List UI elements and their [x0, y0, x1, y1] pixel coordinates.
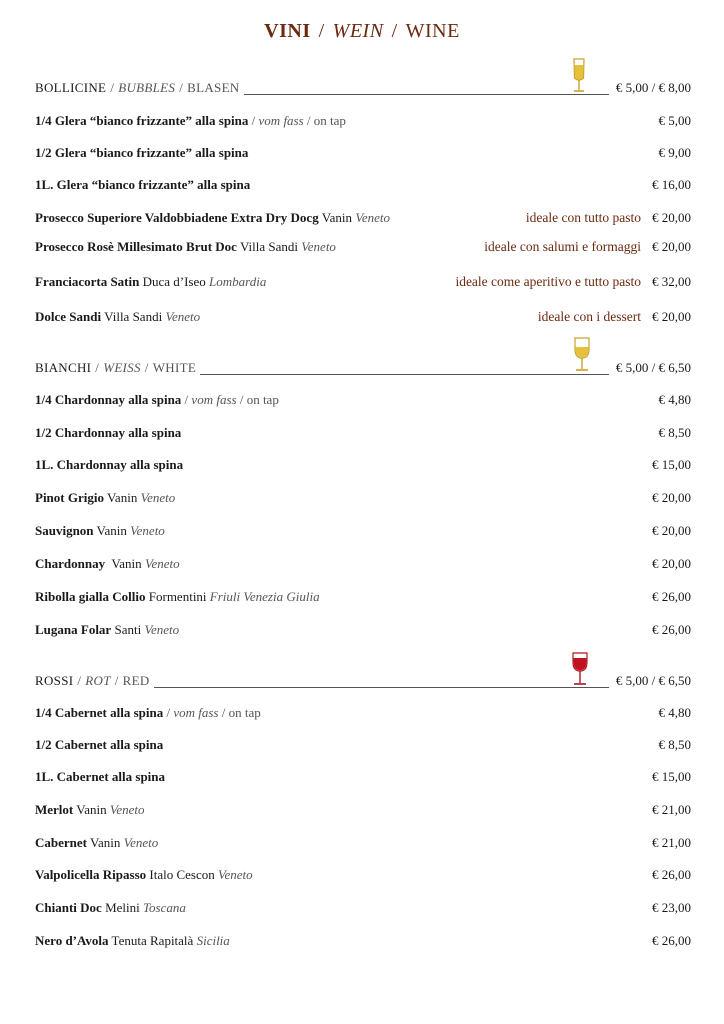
item-name: Dolce Sandi: [35, 309, 102, 324]
section-title-red: ROSSI / ROT / RED: [35, 673, 154, 689]
title-german: WEIN: [332, 20, 384, 42]
item-region: Veneto: [165, 309, 201, 324]
item-price: € 9,00: [658, 145, 691, 160]
item-name: 1/2 Glera “bianco frizzante” alla spina: [35, 145, 249, 160]
item-price: € 5,00: [658, 113, 691, 128]
item-name: Nero d’Avola: [35, 933, 109, 948]
item-price: € 32,00: [652, 274, 691, 289]
section-header-bubbles: [35, 76, 691, 96]
item-producer: Vanin: [73, 802, 110, 817]
item-region: Veneto: [130, 523, 165, 538]
list-item: [35, 425, 691, 441]
item-note-separator: /: [303, 113, 314, 128]
item-name: Pinot Grigio: [35, 490, 104, 505]
item-region: Toscana: [142, 900, 186, 915]
section-title-de: BUBBLES: [118, 80, 176, 95]
item-region: Veneto: [217, 867, 253, 882]
item-price: € 21,00: [652, 802, 691, 817]
item-pairing: ideale con i dessert: [537, 309, 641, 324]
item-note-separator: /: [248, 113, 259, 128]
list-item: [35, 867, 691, 883]
list-item: [35, 274, 691, 290]
item-name: 1L. Glera “bianco frizzante” alla spina: [35, 177, 251, 192]
item-name: Lugana Folar: [35, 622, 112, 637]
section-title-en: BLASEN: [187, 80, 240, 95]
item-price: € 16,00: [652, 177, 691, 192]
item-price: € 26,00: [652, 622, 691, 637]
item-price: € 20,00: [652, 239, 691, 254]
item-name: 1/4 Cabernet alla spina: [35, 705, 164, 720]
list-item: [35, 769, 691, 785]
list-item: [35, 737, 691, 753]
item-region: Veneto: [144, 556, 180, 571]
item-price: € 20,00: [652, 210, 691, 225]
item-note-separator: /: [218, 705, 229, 720]
section-title-en: RED: [122, 673, 150, 688]
item-producer: Vanin: [318, 210, 356, 225]
item-price: € 20,00: [652, 309, 691, 324]
list-item: [35, 900, 691, 916]
section-title-it: BIANCHI: [35, 360, 92, 375]
list-item: [35, 589, 691, 605]
item-producer: Vanin: [103, 490, 141, 505]
item-name: Franciacorta Satin: [35, 274, 140, 289]
title-separator: /: [318, 20, 325, 42]
section-price-bubbles: € 5,00 / € 8,00: [615, 80, 691, 95]
title-english: WINE: [405, 20, 460, 42]
item-note-en: on tap: [246, 392, 279, 407]
list-item: [35, 556, 691, 572]
item-price: € 20,00: [652, 523, 691, 538]
title-separator: /: [391, 20, 398, 42]
item-pairing: ideale con tutto pasto: [525, 210, 641, 225]
item-region: Veneto: [355, 210, 390, 225]
item-producer: Melini: [101, 900, 143, 915]
item-producer: Tenuta Rapitalà: [108, 933, 197, 948]
item-price: € 15,00: [652, 769, 691, 784]
item-region: Veneto: [109, 802, 145, 817]
item-producer: Formentini: [145, 589, 210, 604]
title-italian: VINI: [264, 20, 311, 42]
item-note-separator: /: [163, 705, 174, 720]
item-price: € 26,00: [652, 589, 691, 604]
list-item: [35, 113, 691, 129]
section-title-en: WHITE: [152, 360, 197, 375]
item-price: € 15,00: [652, 457, 691, 472]
item-note-separator: /: [181, 392, 192, 407]
list-item: [35, 933, 691, 949]
item-price: € 26,00: [652, 933, 691, 948]
item-price: € 23,00: [652, 900, 691, 915]
list-item: [35, 309, 691, 325]
item-region: Lombardia: [209, 274, 267, 289]
item-producer: Vanin: [87, 835, 124, 850]
section-title-it: BOLLICINE: [35, 80, 107, 95]
item-producer: Villa Sandi: [101, 309, 166, 324]
item-name: 1/2 Chardonnay alla spina: [35, 425, 182, 440]
item-name: Chianti Doc: [35, 900, 102, 915]
section-header-red: [35, 669, 691, 689]
item-price: € 20,00: [652, 490, 691, 505]
item-price: € 26,00: [652, 867, 691, 882]
item-region: Sicilia: [196, 933, 230, 948]
list-item: [35, 239, 691, 255]
item-name: 1/2 Cabernet alla spina: [35, 737, 164, 752]
list-item: [35, 835, 691, 851]
item-pairing: ideale come aperitivo e tutto pasto: [455, 274, 641, 289]
list-item: [35, 457, 691, 473]
item-name: Chardonnay: [35, 556, 106, 571]
item-price: € 8,50: [658, 737, 691, 752]
item-name: Cabernet: [35, 835, 87, 850]
list-item: [35, 392, 691, 408]
item-note-en: on tap: [313, 113, 346, 128]
item-price: € 4,80: [658, 392, 691, 407]
item-note-de: vom fass: [191, 392, 237, 407]
item-price: € 21,00: [652, 835, 691, 850]
item-name: Merlot: [35, 802, 74, 817]
item-name: 1/4 Glera “bianco frizzante” alla spina: [35, 113, 249, 128]
item-note-de: vom fass: [258, 113, 304, 128]
item-producer: Vanin: [105, 556, 145, 571]
item-name: 1L. Chardonnay alla spina: [35, 457, 184, 472]
list-item: [35, 210, 691, 226]
item-note-en: on tap: [228, 705, 261, 720]
item-region: Friuli Venezia Giulia: [209, 589, 320, 604]
item-producer: Vanin: [93, 523, 131, 538]
item-name: 1/4 Chardonnay alla spina: [35, 392, 182, 407]
item-producer: Italo Cescon: [146, 867, 218, 882]
section-title-white: BIANCHI / WEISS / WHITE: [35, 360, 200, 376]
section-title-de: WEISS: [103, 360, 141, 375]
item-name: Prosecco Rosè Millesimato Brut Doc: [35, 239, 237, 254]
item-producer: Villa Sandi: [236, 239, 302, 254]
page-title: [0, 20, 724, 43]
section-title-de: ROT: [85, 673, 111, 688]
list-item: [35, 705, 691, 721]
item-name: Ribolla gialla Collio: [35, 589, 146, 604]
red-wine-glass-icon: [569, 652, 591, 688]
item-price: € 8,50: [658, 425, 691, 440]
section-price-white: € 5,00 / € 6,50: [615, 360, 691, 375]
item-region: Veneto: [301, 239, 336, 254]
white-wine-glass-icon: [571, 337, 593, 373]
item-note-separator: /: [236, 392, 247, 407]
item-name: 1L. Cabernet alla spina: [35, 769, 166, 784]
list-item: [35, 145, 691, 161]
item-name: Sauvignon: [35, 523, 94, 538]
list-item: [35, 177, 691, 193]
list-item: [35, 523, 691, 539]
item-name: Prosecco Superiore Valdobbiadene Extra Dry Docg: [35, 210, 319, 225]
section-title-bubbles: BOLLICINE / BUBBLES / BLASEN: [35, 80, 244, 96]
item-region: Veneto: [140, 490, 176, 505]
item-region: Veneto: [144, 622, 180, 637]
section-price-red: € 5,00 / € 6,50: [615, 673, 691, 688]
item-region: Veneto: [123, 835, 159, 850]
list-item: [35, 622, 691, 638]
item-pairing: ideale con salumi e formaggi: [484, 239, 641, 254]
sparkling-glass-icon: [568, 58, 590, 94]
section-title-it: ROSSI: [35, 673, 74, 688]
item-producer: Santi: [111, 622, 145, 637]
item-note-de: vom fass: [173, 705, 219, 720]
item-name: Valpolicella Ripasso: [35, 867, 147, 882]
item-price: € 20,00: [652, 556, 691, 571]
list-item: [35, 490, 691, 506]
list-item: [35, 802, 691, 818]
item-price: € 4,80: [658, 705, 691, 720]
item-producer: Duca d’Iseo: [139, 274, 210, 289]
